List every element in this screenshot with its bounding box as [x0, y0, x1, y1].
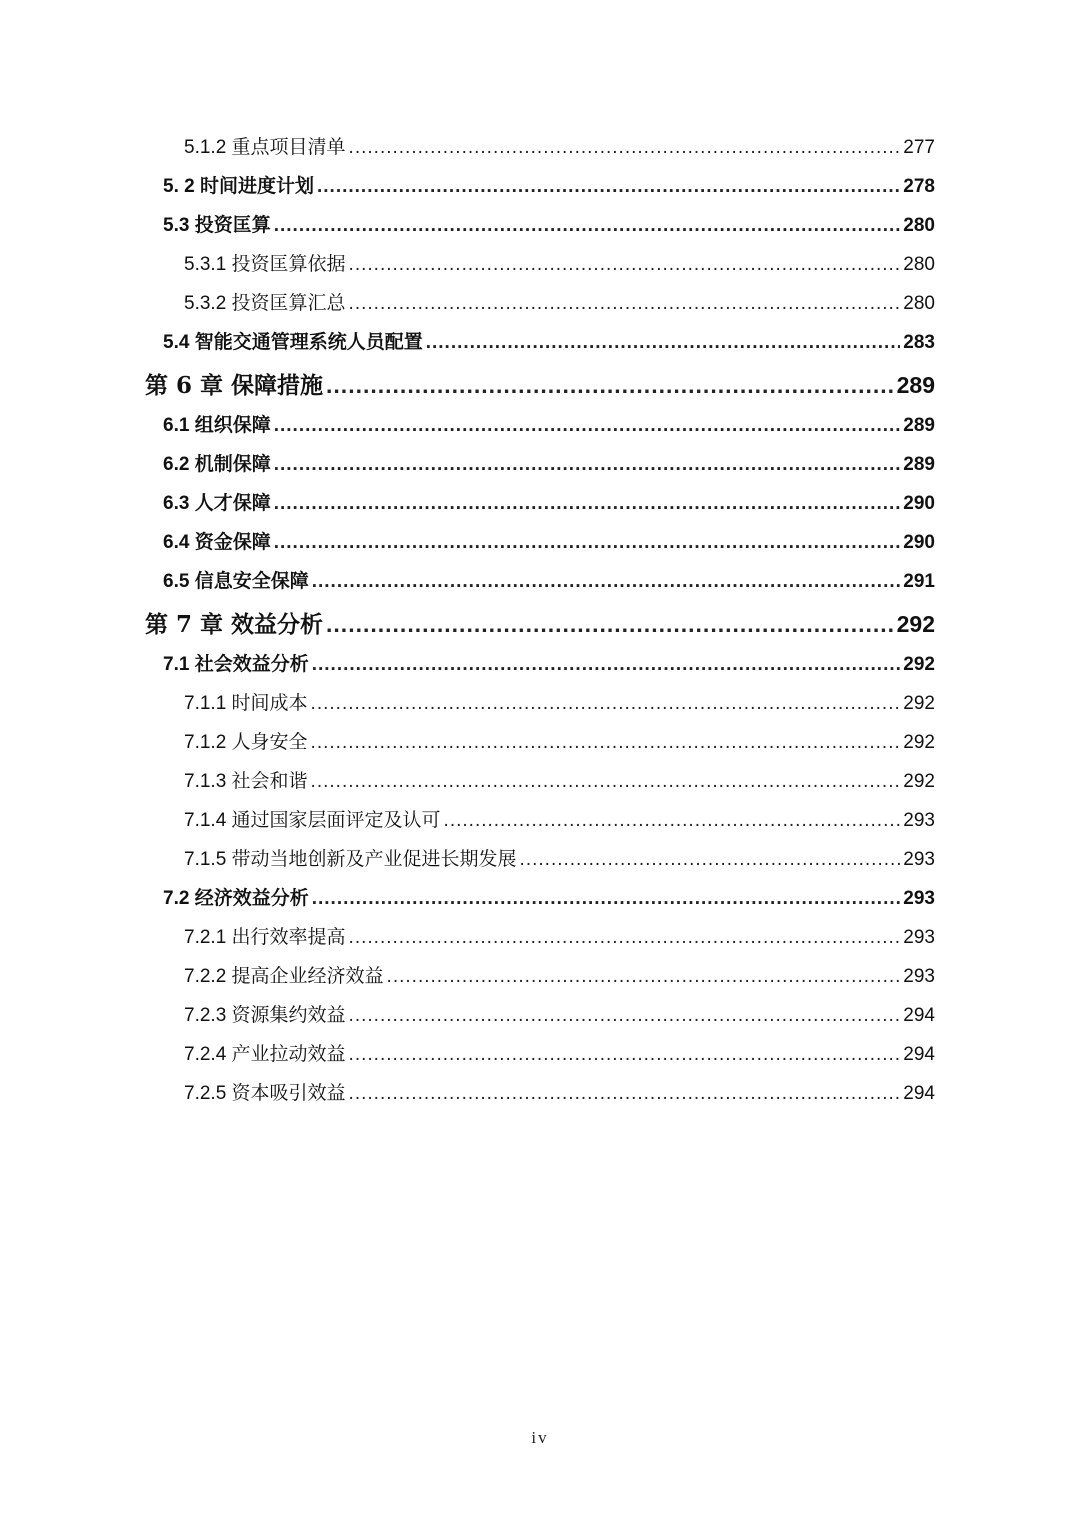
- toc-entry-title: 5.1.2 重点项目清单: [184, 137, 346, 158]
- toc-entry[interactable]: [184, 805, 935, 832]
- toc-entry[interactable]: [184, 249, 935, 276]
- toc-chapter-entry[interactable]: [145, 606, 935, 639]
- toc-leader-dots: [274, 454, 901, 476]
- toc-entry[interactable]: [184, 1078, 935, 1105]
- toc-entry-title: 7.2.4 产业拉动效益: [184, 1044, 346, 1065]
- toc-entry-title: 5. 2 时间进度计划: [163, 176, 314, 197]
- toc-entry[interactable]: [184, 288, 935, 315]
- toc-entry-title: 5.3.1 投资匡算依据: [184, 254, 346, 275]
- toc-leader-dots: [311, 771, 901, 793]
- toc-entry-title: 7.2.2 提高企业经济效益: [184, 966, 384, 987]
- toc-leader-dots: [312, 888, 901, 910]
- toc-entry[interactable]: [163, 410, 935, 437]
- toc-entry-page: 289: [903, 415, 935, 436]
- toc-leader-dots: [274, 415, 901, 437]
- toc-entry-title: 6.4 资金保障: [163, 532, 271, 553]
- toc-entry-page: 292: [903, 654, 935, 675]
- toc-entry-page: 289: [896, 372, 935, 398]
- toc-entry[interactable]: [184, 1039, 935, 1066]
- toc-entry-page: 293: [903, 888, 935, 909]
- toc-leader-dots: [274, 493, 901, 515]
- toc-leader-dots: [349, 293, 901, 315]
- toc-entry-title: 7.2.1 出行效率提高: [184, 927, 346, 948]
- toc-entry-page: 292: [903, 732, 935, 753]
- toc-entry[interactable]: [163, 883, 935, 910]
- toc-entry[interactable]: [163, 488, 935, 515]
- toc-leader-dots: [274, 215, 901, 237]
- toc-entry-title: 第 7 章 效益分析: [145, 611, 324, 638]
- toc-leader-dots: [312, 654, 901, 676]
- toc-entry-page: 294: [903, 1005, 935, 1026]
- toc-entry-title: 5.3 投资匡算: [163, 215, 271, 236]
- toc-entry-page: 293: [903, 966, 935, 987]
- toc-entry[interactable]: [163, 649, 935, 676]
- toc-leader-dots: [311, 732, 901, 754]
- toc-entry-page: 292: [896, 611, 935, 637]
- toc-entry-page: 277: [903, 137, 935, 158]
- toc-entry-page: 293: [903, 849, 935, 870]
- toc-leader-dots: [349, 254, 901, 276]
- toc-leader-dots: [444, 810, 901, 832]
- toc-entry-title: 6.1 组织保障: [163, 415, 271, 436]
- toc-chapter-entry[interactable]: [145, 367, 935, 400]
- toc-entry-title: 6.2 机制保障: [163, 454, 271, 475]
- toc-entry-page: 291: [903, 571, 935, 592]
- toc-entry[interactable]: [184, 844, 935, 871]
- toc-entry[interactable]: [163, 449, 935, 476]
- toc-entry[interactable]: [163, 527, 935, 554]
- toc-entry-page: 294: [903, 1044, 935, 1065]
- page-number-footer: iv: [531, 1428, 549, 1447]
- toc-leader-dots: [349, 1005, 901, 1027]
- toc-entry[interactable]: [184, 1000, 935, 1027]
- toc-entry-page: 292: [903, 771, 935, 792]
- toc-entry-title: 6.3 人才保障: [163, 493, 271, 514]
- toc-leader-dots: [317, 176, 900, 198]
- toc-leader-dots: [349, 1044, 901, 1066]
- toc-entry-page: 293: [903, 927, 935, 948]
- toc-leader-dots: [326, 372, 894, 399]
- toc-leader-dots: [312, 571, 901, 593]
- toc-entry-title: 7.1.2 人身安全: [184, 732, 308, 753]
- toc-leader-dots: [387, 966, 901, 988]
- toc-entry-page: 280: [903, 215, 935, 236]
- toc-leader-dots: [274, 532, 901, 554]
- toc-leader-dots: [520, 849, 901, 871]
- toc-leader-dots: [426, 332, 901, 354]
- toc-entry-title: 7.1.4 通过国家层面评定及认可: [184, 810, 441, 831]
- toc-entry-title: 7.1.1 时间成本: [184, 693, 308, 714]
- toc-entry-title: 第 6 章 保障措施: [145, 372, 324, 399]
- toc-entry[interactable]: [163, 566, 935, 593]
- toc-leader-dots: [349, 927, 901, 949]
- toc-entry[interactable]: [184, 132, 935, 159]
- toc-entry-title: 5.4 智能交通管理系统人员配置: [163, 332, 423, 353]
- toc-entry-page: 293: [903, 810, 935, 831]
- toc-entry[interactable]: [184, 961, 935, 988]
- toc-entry-page: 280: [903, 254, 935, 275]
- toc-entry[interactable]: [163, 171, 935, 198]
- toc-leader-dots: [326, 611, 894, 638]
- toc-entry-page: 278: [903, 176, 935, 197]
- toc-entry-page: 294: [903, 1083, 935, 1104]
- toc-leader-dots: [349, 1083, 901, 1105]
- toc-entry[interactable]: [184, 922, 935, 949]
- toc-entry-page: 283: [903, 332, 935, 353]
- toc-entry-title: 7.2.5 资本吸引效益: [184, 1083, 346, 1104]
- toc-entry[interactable]: [163, 210, 935, 237]
- toc-entry-page: 292: [903, 693, 935, 714]
- toc-entry-title: 5.3.2 投资匡算汇总: [184, 293, 346, 314]
- toc-entry-page: 290: [903, 532, 935, 553]
- toc-entry[interactable]: [184, 688, 935, 715]
- toc-entry[interactable]: [184, 727, 935, 754]
- toc-entry-title: 7.1.5 带动当地创新及产业促进长期发展: [184, 849, 517, 870]
- toc-entry-title: 7.1 社会效益分析: [163, 654, 309, 675]
- toc-leader-dots: [349, 137, 901, 159]
- toc-entry-page: 289: [903, 454, 935, 475]
- toc-entry-title: 7.1.3 社会和谐: [184, 771, 308, 792]
- toc-entry-title: 6.5 信息安全保障: [163, 571, 309, 592]
- toc-entry-page: 290: [903, 493, 935, 514]
- toc-entry[interactable]: [163, 327, 935, 354]
- toc-entry-page: 280: [903, 293, 935, 314]
- toc-entry[interactable]: [184, 766, 935, 793]
- toc-entry-title: 7.2.3 资源集约效益: [184, 1005, 346, 1026]
- toc-entry-title: 7.2 经济效益分析: [163, 888, 309, 909]
- toc-leader-dots: [311, 693, 901, 715]
